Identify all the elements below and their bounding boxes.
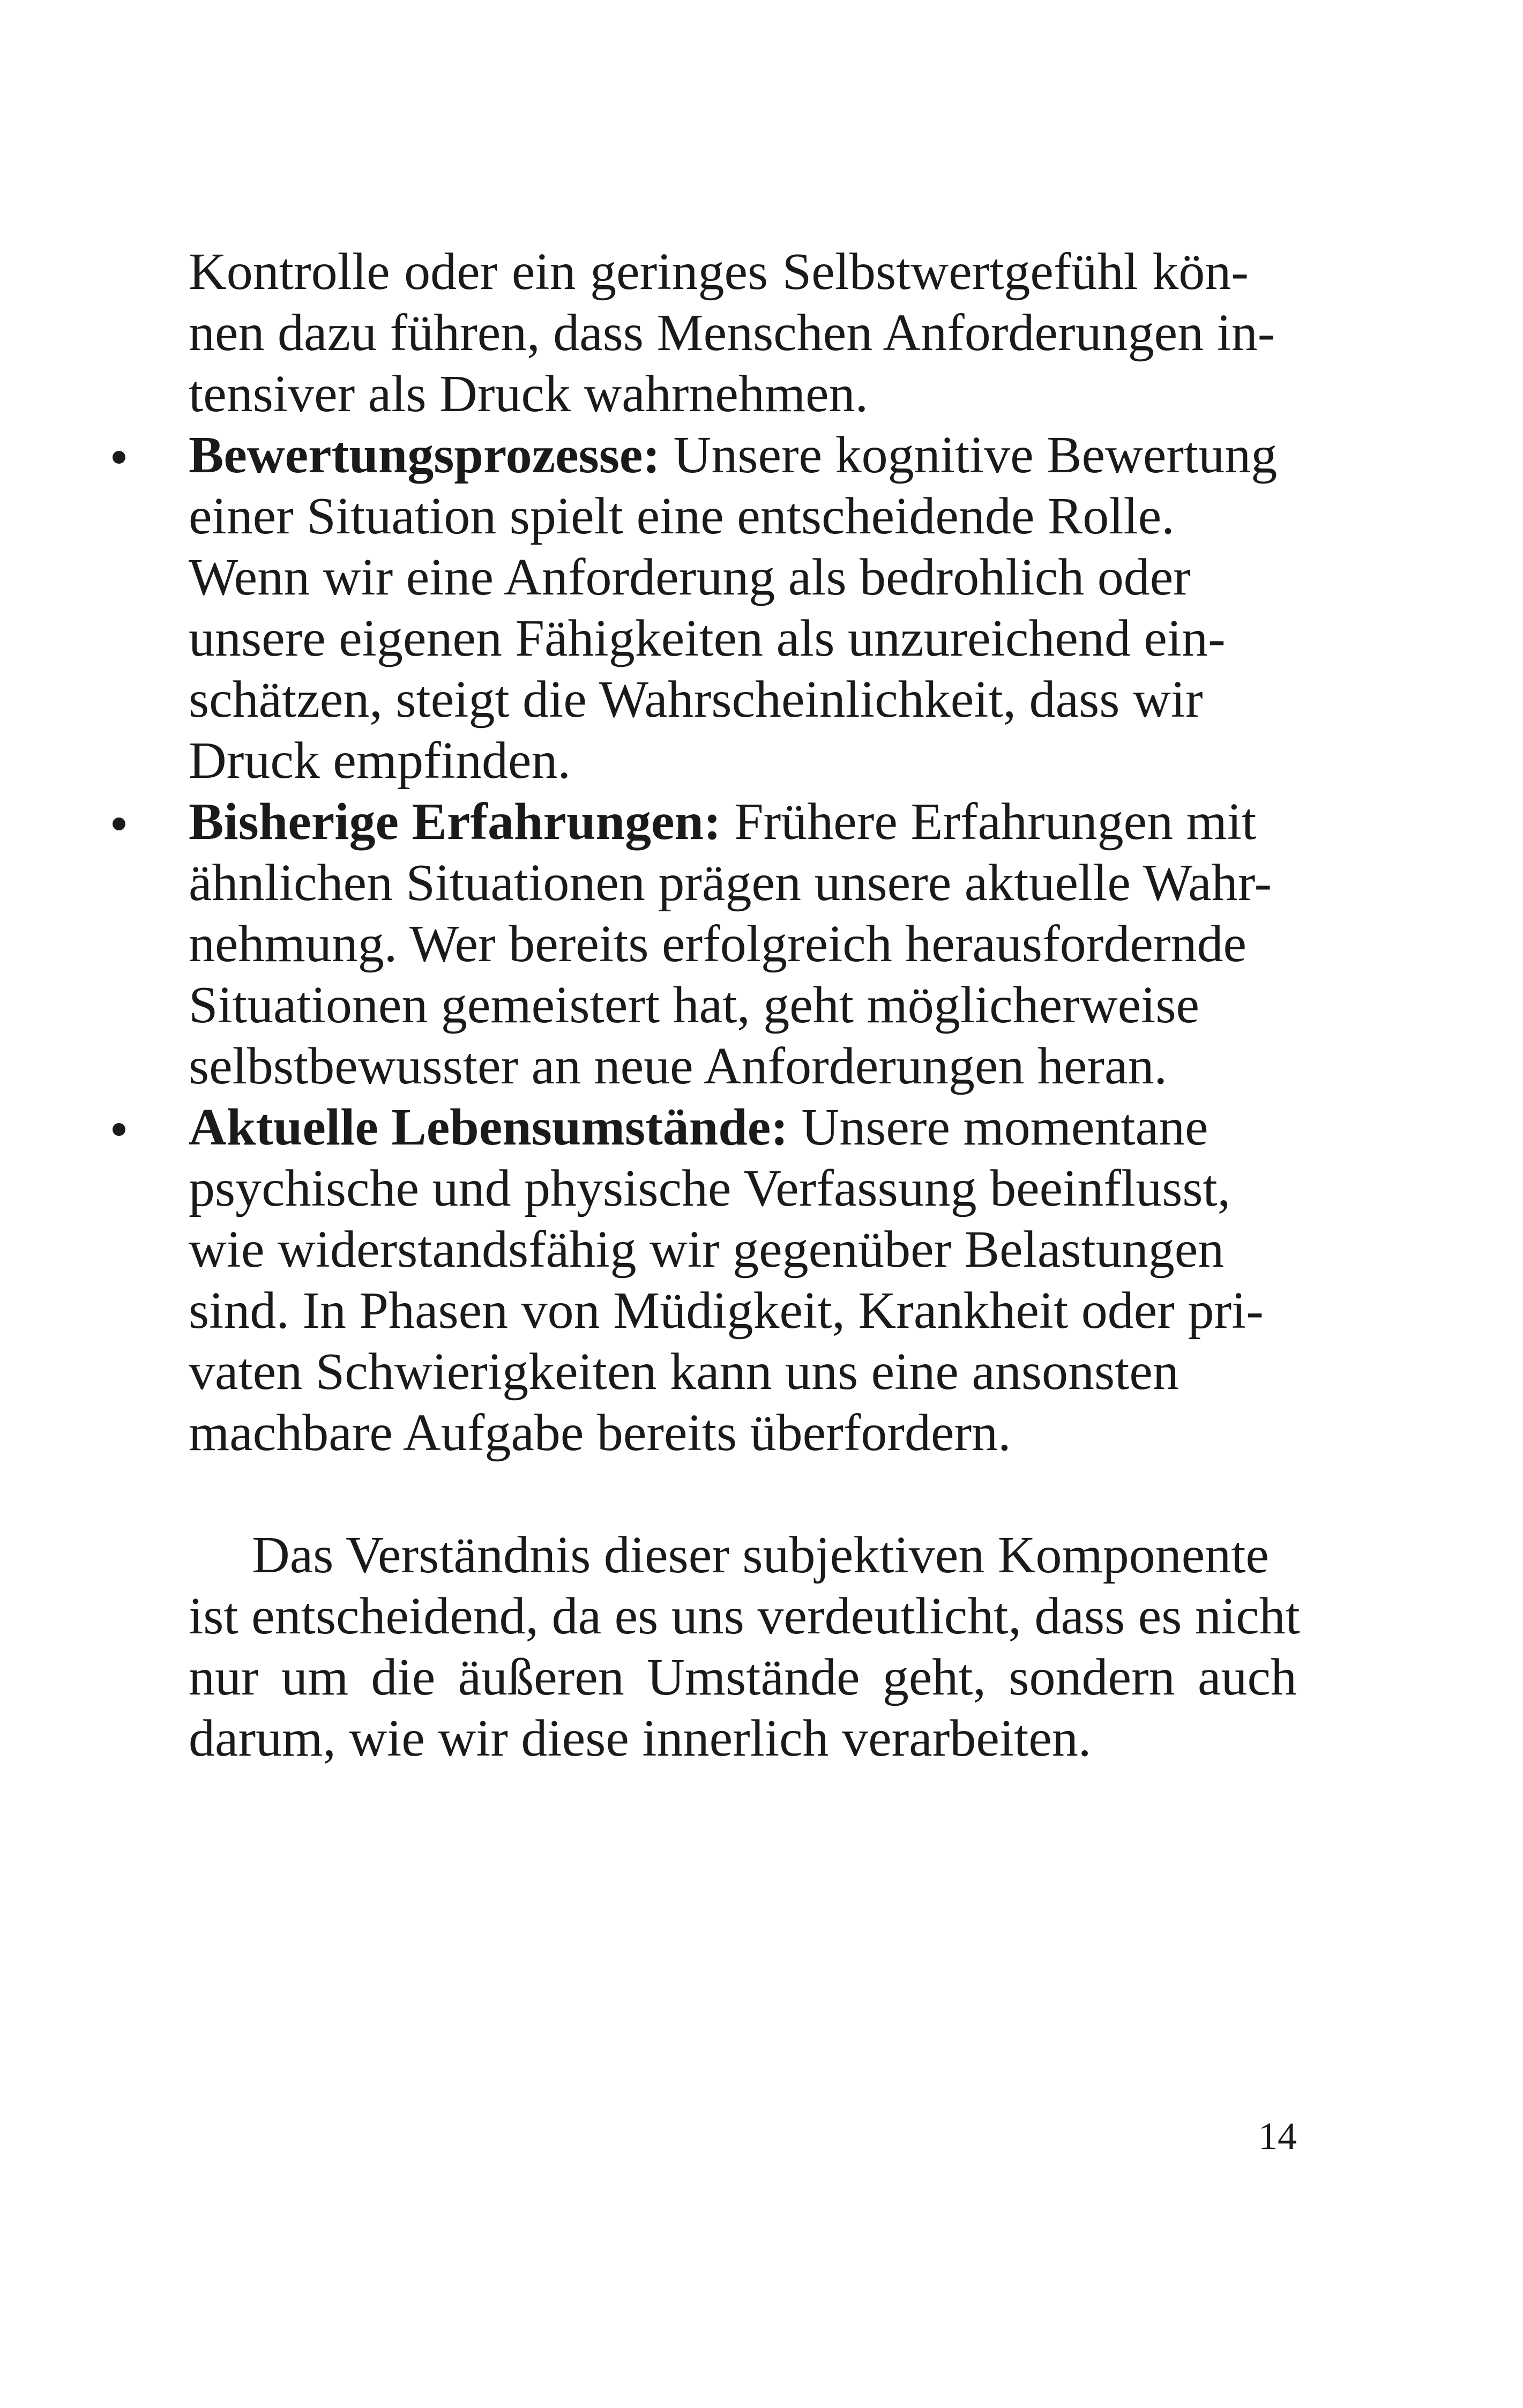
bullet-line: Situationen gemeistert hat, geht möglicherweise bbox=[189, 976, 1199, 1034]
bullet-text: Frühere Erfahrungen mit bbox=[721, 793, 1257, 851]
closing-line: darum, wie wir diese innerlich verarbeiten. bbox=[189, 1710, 1092, 1767]
bullet-line: einer Situation spielt eine entscheidende Rolle. bbox=[189, 487, 1175, 545]
bullet-point bbox=[113, 451, 125, 464]
intro-line: tensiver als Druck wahrnehmen. bbox=[189, 365, 869, 423]
bullet-text: Unsere momentane bbox=[788, 1098, 1208, 1156]
bullet-line: Druck empfinden. bbox=[189, 732, 571, 790]
bullet-line: selbstbewusster an neue Anforderungen heran. bbox=[189, 1037, 1168, 1095]
bullet-line: schätzen, steigt die Wahrscheinlichkeit, dass wir bbox=[189, 671, 1203, 729]
bullet-item-first-line bbox=[189, 425, 1277, 486]
intro-line: Kontrolle oder ein geringes Selbstwertgefühl kön- bbox=[189, 243, 1249, 301]
bullet-line: nehmung. Wer bereits erfolgreich herausfordernde bbox=[189, 915, 1246, 973]
bullet-point bbox=[113, 1123, 125, 1136]
bullet-item-first-line bbox=[189, 1097, 1208, 1158]
closing-line: ist entscheidend, da es uns verdeutlicht, dass es nicht bbox=[189, 1587, 1300, 1645]
bullet-line: psychische und physische Verfassung beeinflusst, bbox=[189, 1160, 1231, 1217]
bullet-term: Bisherige Erfahrungen: bbox=[189, 793, 721, 851]
intro-line: nen dazu führen, dass Menschen Anforderungen in- bbox=[189, 304, 1275, 362]
bullet-item-first-line bbox=[189, 791, 1256, 852]
bullet-line: sind. In Phasen von Müdigkeit, Krankheit oder pri- bbox=[189, 1282, 1264, 1340]
bullet-line: machbare Aufgabe bereits überfordern. bbox=[189, 1404, 1011, 1462]
bullet-line: unsere eigenen Fähigkeiten als unzureichend ein- bbox=[189, 610, 1226, 667]
bullet-point bbox=[113, 817, 125, 830]
bullet-term: Aktuelle Lebensumstände: bbox=[189, 1098, 788, 1156]
bullet-line: vaten Schwierigkeiten kann uns eine ansonsten bbox=[189, 1343, 1179, 1401]
page-number: 14 bbox=[1258, 2115, 1297, 2158]
bullet-line: ähnlichen Situationen prägen unsere aktuelle Wahr- bbox=[189, 854, 1272, 912]
closing-line: Das Verständnis dieser subjektiven Komponente bbox=[252, 1526, 1269, 1584]
bullet-line: wie widerstandsfähig wir gegenüber Belastungen bbox=[189, 1221, 1225, 1279]
bullet-term: Bewertungsprozesse: bbox=[189, 426, 661, 484]
closing-line: nur um die äußeren Umstände geht, sondern auch bbox=[189, 1648, 1297, 1706]
bullet-line: Wenn wir eine Anforderung als bedrohlich oder bbox=[189, 548, 1191, 606]
bullet-text: Unsere kognitive Bewertung bbox=[660, 426, 1278, 484]
